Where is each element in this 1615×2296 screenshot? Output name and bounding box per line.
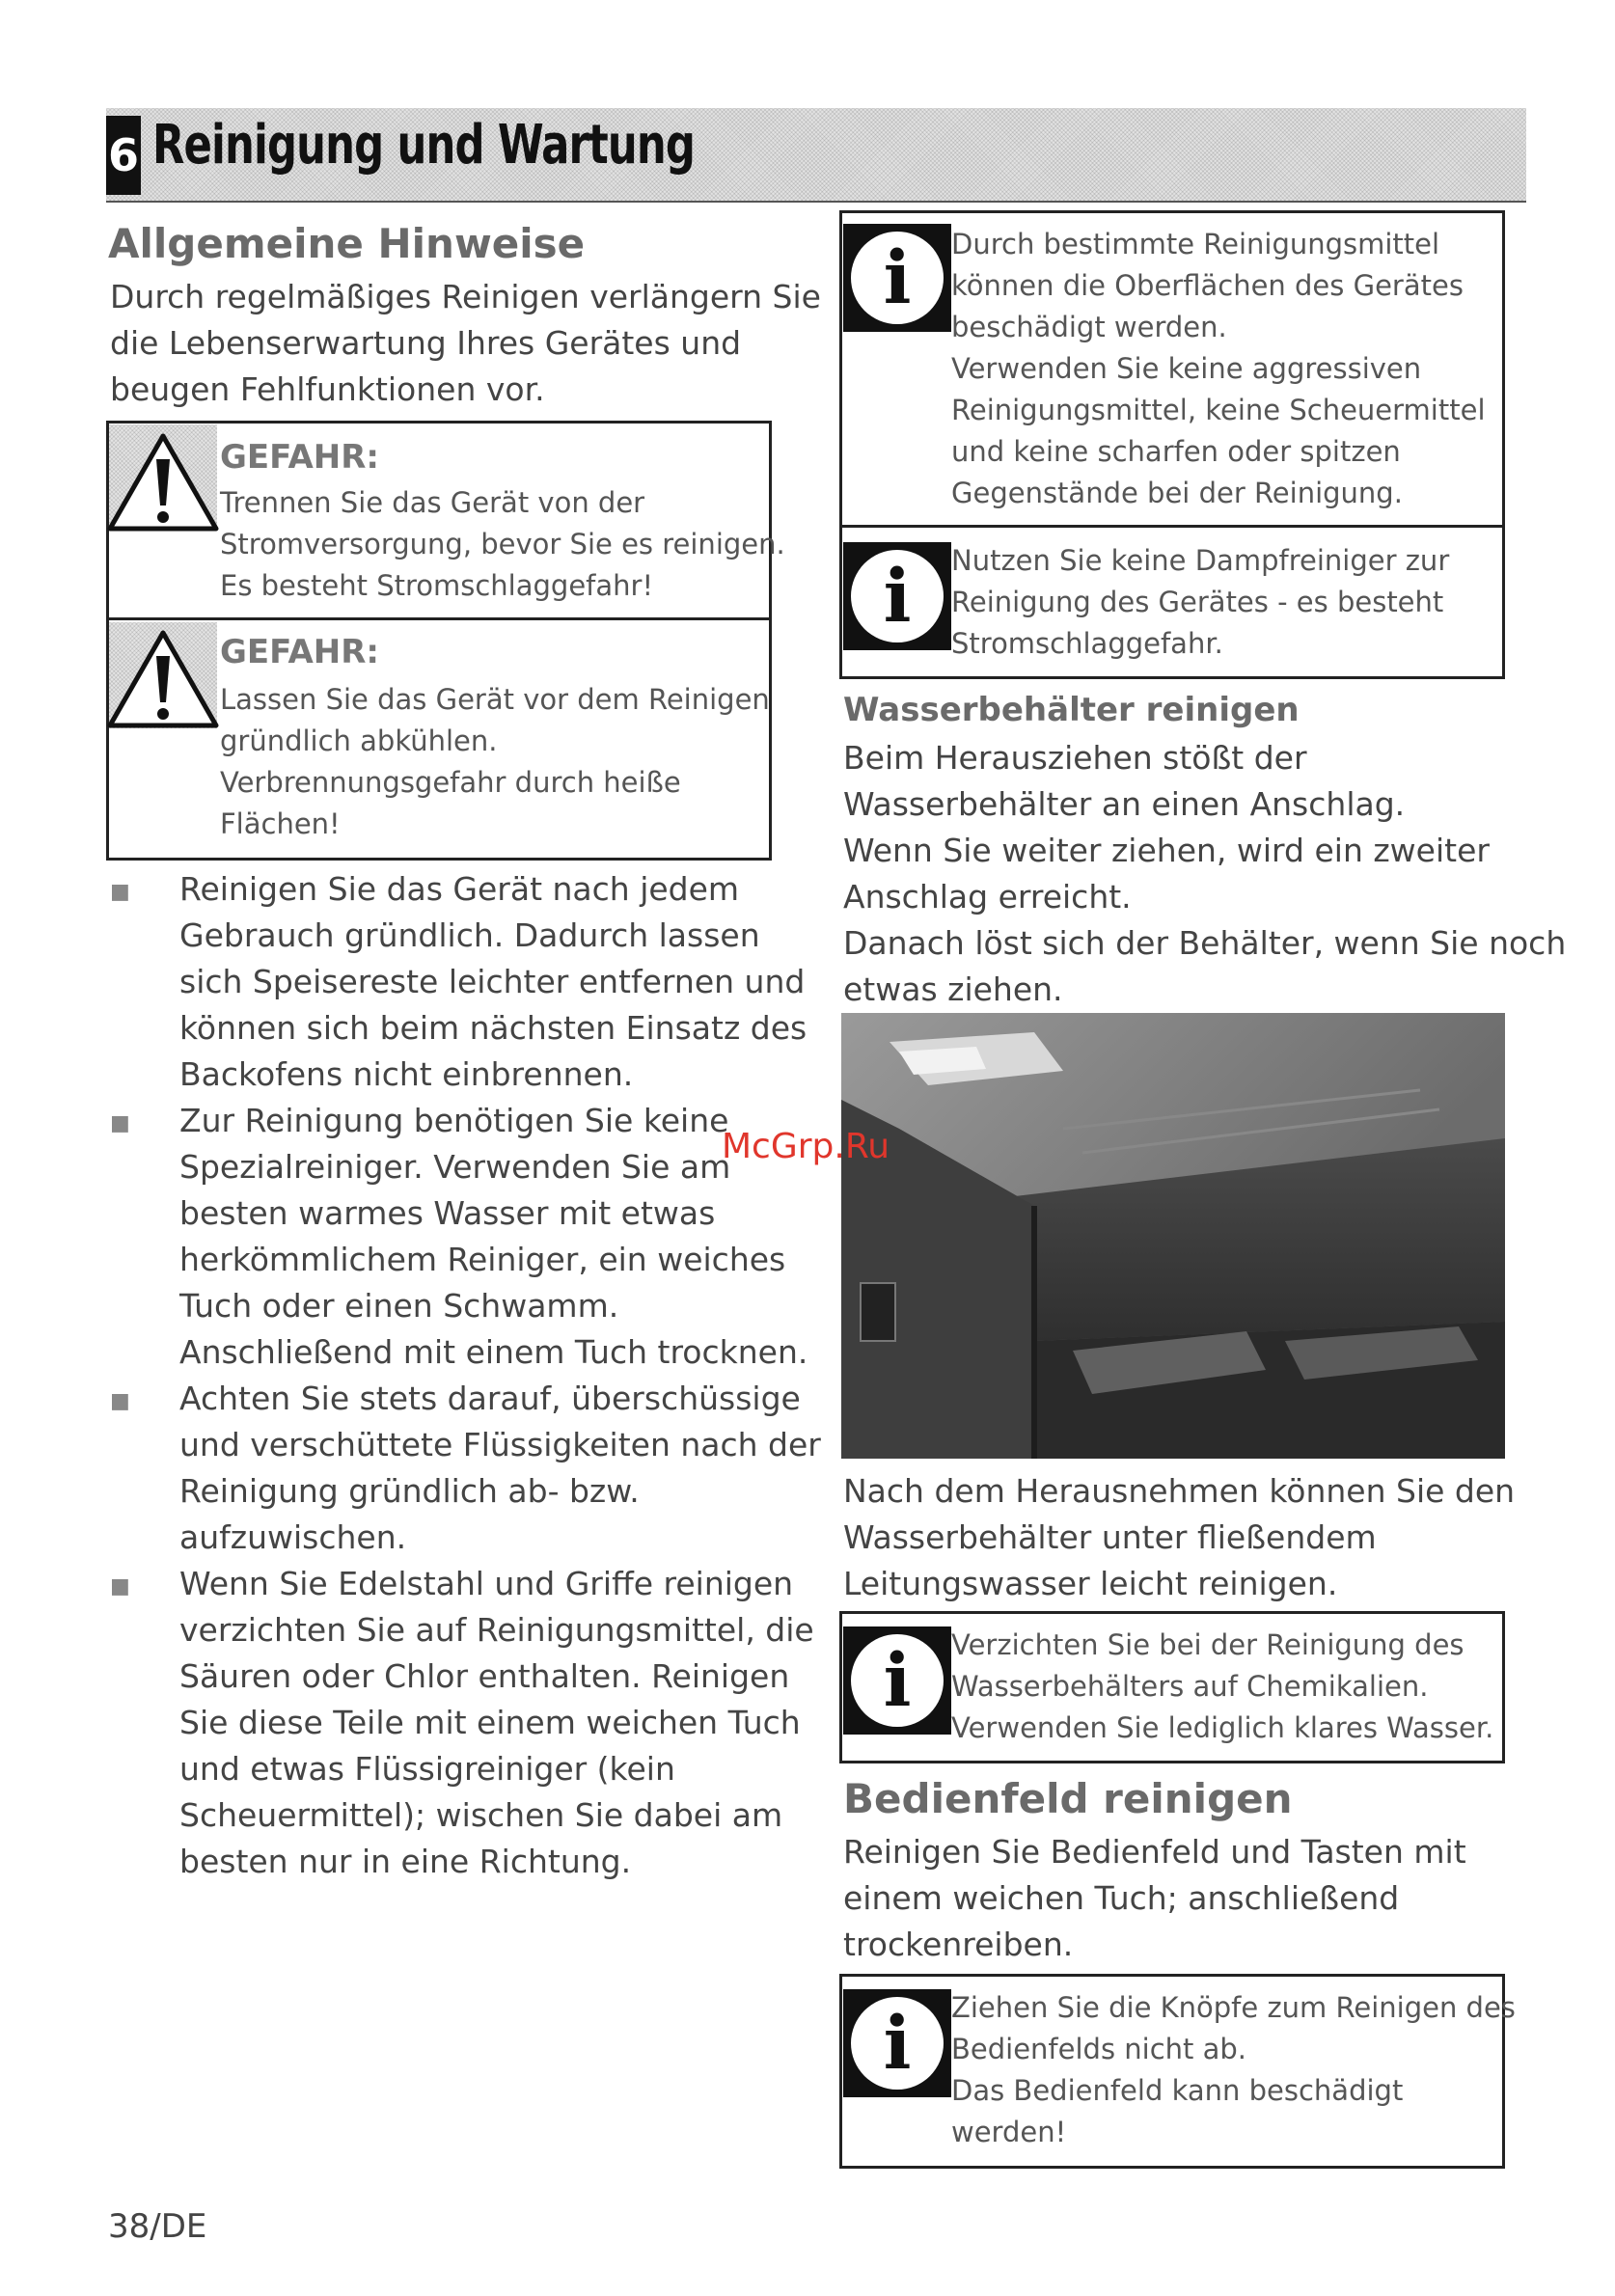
bullet-marker: ■: [110, 1111, 130, 1135]
info-icon: i: [843, 1626, 951, 1735]
bullet-text: Wenn Sie Edelstahl und Griffe reinigen verzichten Sie auf Reinigungsmittel, die Säuren oder Chlor enthalten. Reinigen Sie diese Teile mit einem weichen Tuch und etwas Flüssigreiniger (kein Scheuermittel); wischen Sie dabei am besten nur in eine Richtung.: [179, 1565, 814, 1880]
bullet-text: Zur Reinigung benötigen Sie keine Spezialreiniger. Verwenden Sie am besten warmes Wasser mit etwas herkömmlichem Reiniger, ein weiches Tuch oder einen Schwamm. Anschließend mit einem Tuch trocknen.: [179, 1102, 808, 1371]
after-removal-paragraph: Nach dem Herausnehmen können Sie den Wasserbehälter unter fließendem Leitungswasser leicht reinigen.: [843, 1472, 1516, 1602]
bullet-marker: ■: [110, 1389, 130, 1413]
bullet-marker: ■: [110, 880, 130, 904]
info-divider: [839, 525, 1505, 528]
warning-divider: [106, 617, 772, 620]
info-icon: i: [843, 224, 951, 332]
warning-triangle-icon: [106, 627, 220, 731]
bullet-marker: ■: [110, 1574, 130, 1599]
intro-paragraph: Durch regelmäßiges Reinigen verlängern Sie die Lebenserwartung Ihres Gerätes und beugen Fehlfunktionen vor.: [110, 278, 821, 408]
section-title-general: Allgemeine Hinweise: [108, 220, 586, 267]
warning-text: Lassen Sie das Gerät vor dem Reinigen gründlich abkühlen. Verbrennungsgefahr durch heiße Flächen!: [220, 683, 770, 840]
watermark: McGrp.Ru: [722, 1127, 890, 1166]
bullet-text: Achten Sie stets darauf, überschüssige und verschüttete Flüssigkeiten nach der Reinigung gründlich ab- bzw. aufzuwischen.: [179, 1380, 821, 1556]
warning-label: GEFAHR:: [220, 633, 380, 671]
warning-triangle-icon: [106, 430, 220, 534]
water-tank-photo: [841, 1013, 1505, 1459]
chapter-number: 6: [106, 116, 141, 195]
info-text: Ziehen Sie die Knöpfe zum Reinigen des Bedienfelds nicht ab. Das Bedienfeld kann beschädigt werden!: [951, 1991, 1516, 2148]
warning-text: Trennen Sie das Gerät von der Stromversorgung, bevor Sie es reinigen. Es besteht Stromschlaggefahr!: [220, 486, 785, 602]
section-title-control-panel: Bedienfeld reinigen: [843, 1775, 1293, 1822]
warning-label: GEFAHR:: [220, 438, 380, 477]
water-tank-paragraph: Beim Herausziehen stößt der Wasserbehälter an einen Anschlag. Wenn Sie weiter ziehen, wird ein zweiter Anschlag erreicht. Danach löst sich der Behälter, wenn Sie noch etwas ziehen.: [843, 739, 1567, 1008]
water-tank-photo-illustration: [841, 1013, 1505, 1459]
info-icon: i: [843, 1989, 951, 2097]
info-text: Verzichten Sie bei der Reinigung des Wasserbehälters auf Chemikalien. Verwenden Sie lediglich klares Wasser.: [951, 1628, 1494, 1744]
page-number: 38/DE: [108, 2207, 207, 2246]
bullet-text: Reinigen Sie das Gerät nach jedem Gebrauch gründlich. Dadurch lassen sich Speisereste leichter entfernen und können sich beim nächsten Einsatz des Backofens nicht einbrennen.: [179, 870, 808, 1093]
chapter-title: Reinigung und Wartung: [152, 114, 695, 177]
info-icon: i: [843, 542, 951, 650]
control-panel-paragraph: Reinigen Sie Bedienfeld und Tasten mit einem weichen Tuch; anschließend trockenreiben.: [843, 1833, 1466, 1963]
info-text: Durch bestimmte Reinigungsmittel können die Oberflächen des Gerätes beschädigt werden. Verwenden Sie keine aggressiven Reinigungsmittel, keine Scheuermittel und keine scharfen oder spitzen Gegenstände bei der Reinigung.: [951, 228, 1486, 509]
info-text: Nutzen Sie keine Dampfreiniger zur Reinigung des Gerätes - es besteht Stromschlaggefahr.: [951, 544, 1450, 660]
section-title-water-tank: Wasserbehälter reinigen: [843, 691, 1300, 729]
